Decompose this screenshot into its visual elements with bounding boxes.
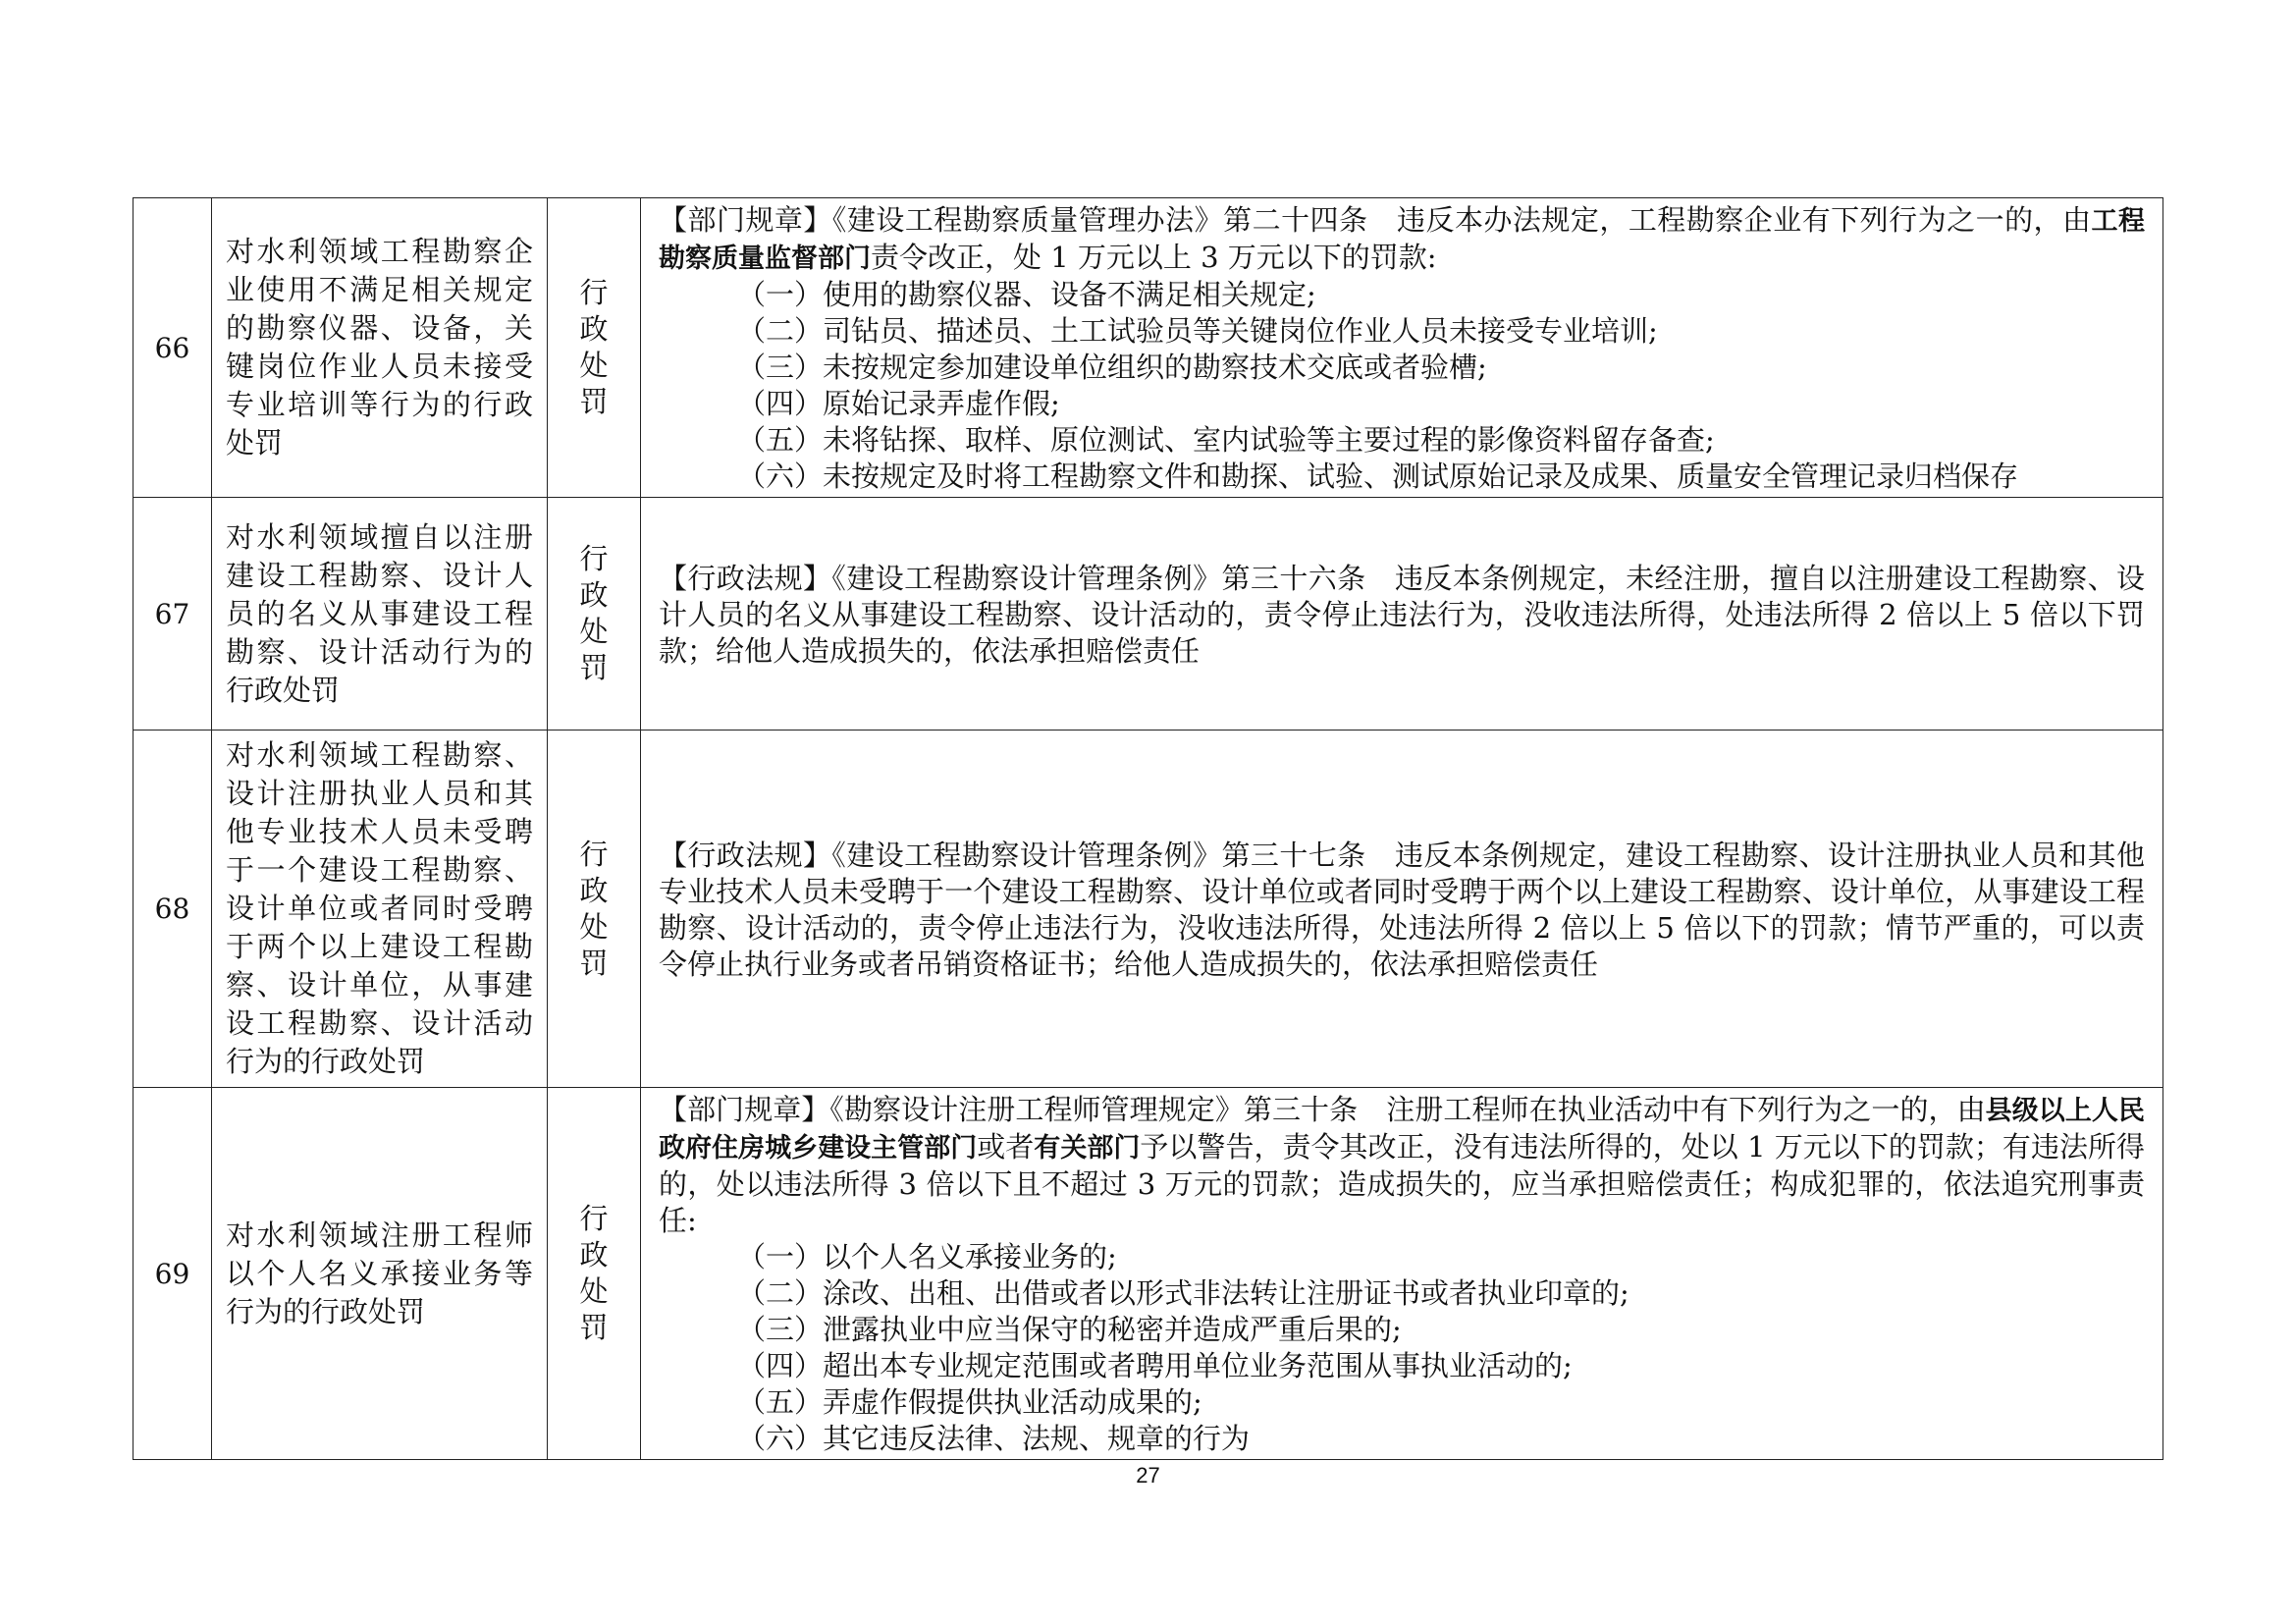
clause: （四）原始记录弄虚作假;: [737, 387, 1060, 420]
clause: （五）未将钻探、取样、原位测试、室内试验等主要过程的影像资料留存备查;: [737, 423, 1715, 457]
clause: （一）使用的勘察仪器、设备不满足相关规定;: [737, 278, 1316, 311]
table-row: [133, 498, 2163, 731]
penalty-item: 对水利领域工程勘察、设计注册执业人员和其他专业技术人员未受聘于一个建设工程勘察、设计单位或者同时受聘于两个以上建设工程勘察、设计单位，从事建设工程勘察、设计活动行为的行政处罚: [212, 731, 548, 1088]
table-row: [133, 1088, 2163, 1460]
row-number: 69: [133, 1088, 212, 1460]
row-number: 66: [133, 198, 212, 498]
penalty-table: [133, 197, 2163, 1460]
penalty-item: 对水利领域擅自以注册建设工程勘察、设计人员的名义从事建设工程勘察、设计活动行为的行政处罚: [212, 498, 548, 731]
clause: （三）泄露执业中应当保守的秘密并造成严重后果的;: [737, 1313, 1402, 1346]
legal-basis: 【部门规章】《勘察设计注册工程师管理规定》第三十条 注册工程师在执业活动中有下列行为之一的，由县级以上人民政府住房城乡建设主管部门或者有关部门予以警告，责令其改正，没有违法所得的，处以 1 万元以下的罚款；有违法所得的，处以违法所得 3 倍以下且不超过 3 万元的罚款；造成损失的，应当承担赔偿责任；构成犯罪的，依法追究刑事责任: （一）以个人名义承接业务的; （二）涂改、出租、出借或者以形式非法转让注册证书或者执业印章的; （三）泄露执业中应当保守的秘密并造成严重后果的; （四）超出本专业规定范围或者聘用单位业务范围从事执业活动的; （五）弄虚作假提供执业活动成果的; （六）其它违反法律、法规、规章的行为: [641, 1088, 2163, 1460]
penalty-item: 对水利领域注册工程师以个人名义承接业务等行为的行政处罚: [212, 1088, 548, 1460]
penalty-item: 对水利领域工程勘察企业使用不满足相关规定的勘察仪器、设备，关键岗位作业人员未接受专业培训等行为的行政处罚: [212, 198, 548, 498]
clause: （三）未按规定参加建设单位组织的勘察技术交底或者验槽;: [737, 351, 1487, 384]
penalty-type: 行 政 处 罚: [548, 198, 641, 498]
clause: （六）未按规定及时将工程勘察文件和勘探、试验、测试原始记录及成果、质量安全管理记录归档保存: [737, 460, 2019, 493]
legal-basis: 【部门规章】《建设工程勘察质量管理办法》第二十四条 违反本办法规定，工程勘察企业有下列行为之一的，由工程勘察质量监督部门责令改正，处 1 万元以上 3 万元以下的罚款: （一）使用的勘察仪器、设备不满足相关规定; （二）司钻员、描述员、土工试验员等关键岗位作业人员未接受专业培训; （三）未按规定参加建设单位组织的勘察技术交底或者验槽; （四）原始记录弄虚作假; （五）未将钻探、取样、原位测试、室内试验等主要过程的影像资料留存备查; （六）未按规定及时将工程勘察文件和勘探、试验、测试原始记录及成果、质量安全管理记录归档保存: [641, 198, 2163, 498]
table-row: [133, 731, 2163, 1088]
legal-basis: 【行政法规】《建设工程勘察设计管理条例》第三十七条 违反本条例规定，建设工程勘察、设计注册执业人员和其他专业技术人员未受聘于一个建设工程勘察、设计单位或者同时受聘于两个以上建设工程勘察、设计单位，从事建设工程勘察、设计活动的，责令停止违法行为，没收违法所得，处违法所得 2 倍以上 5 倍以下的罚款；情节严重的，可以责令停止执行业务或者吊销资格证书；给他人造成损失的，依法承担赔偿责任: [641, 731, 2163, 1088]
clause: （二）司钻员、描述员、土工试验员等关键岗位作业人员未接受专业培训;: [737, 314, 1658, 348]
clause: （五）弄虚作假提供执业活动成果的;: [737, 1385, 1202, 1419]
authority-bold: 工程勘察质量监督部门: [659, 206, 2145, 274]
clause: （四）超出本专业规定范围或者聘用单位业务范围从事执业活动的;: [737, 1349, 1573, 1382]
table-row: [133, 198, 2163, 498]
clause: （六）其它违反法律、法规、规章的行为: [737, 1422, 1251, 1455]
penalty-type: 行 政 处 罚: [548, 1088, 641, 1460]
authority-bold: 县级以上人民政府住房城乡建设主管部门: [659, 1096, 2145, 1164]
row-number: 67: [133, 498, 212, 731]
clause: （二）涂改、出租、出借或者以形式非法转让注册证书或者执业印章的;: [737, 1276, 1629, 1310]
clause: （一）以个人名义承接业务的;: [737, 1240, 1117, 1273]
row-number: 68: [133, 731, 212, 1088]
page-number: 27: [1136, 1463, 1160, 1488]
penalty-type: 行 政 处 罚: [548, 731, 641, 1088]
penalty-type: 行 政 处 罚: [548, 498, 641, 731]
legal-basis: 【行政法规】《建设工程勘察设计管理条例》第三十六条 违反本条例规定，未经注册，擅自以注册建设工程勘察、设计人员的名义从事建设工程勘察、设计活动的，责令停止违法行为，没收违法所得，处违法所得 2 倍以上 5 倍以下罚款；给他人造成损失的，依法承担赔偿责任: [641, 498, 2163, 731]
authority-bold: 有关部门: [1034, 1133, 1141, 1164]
